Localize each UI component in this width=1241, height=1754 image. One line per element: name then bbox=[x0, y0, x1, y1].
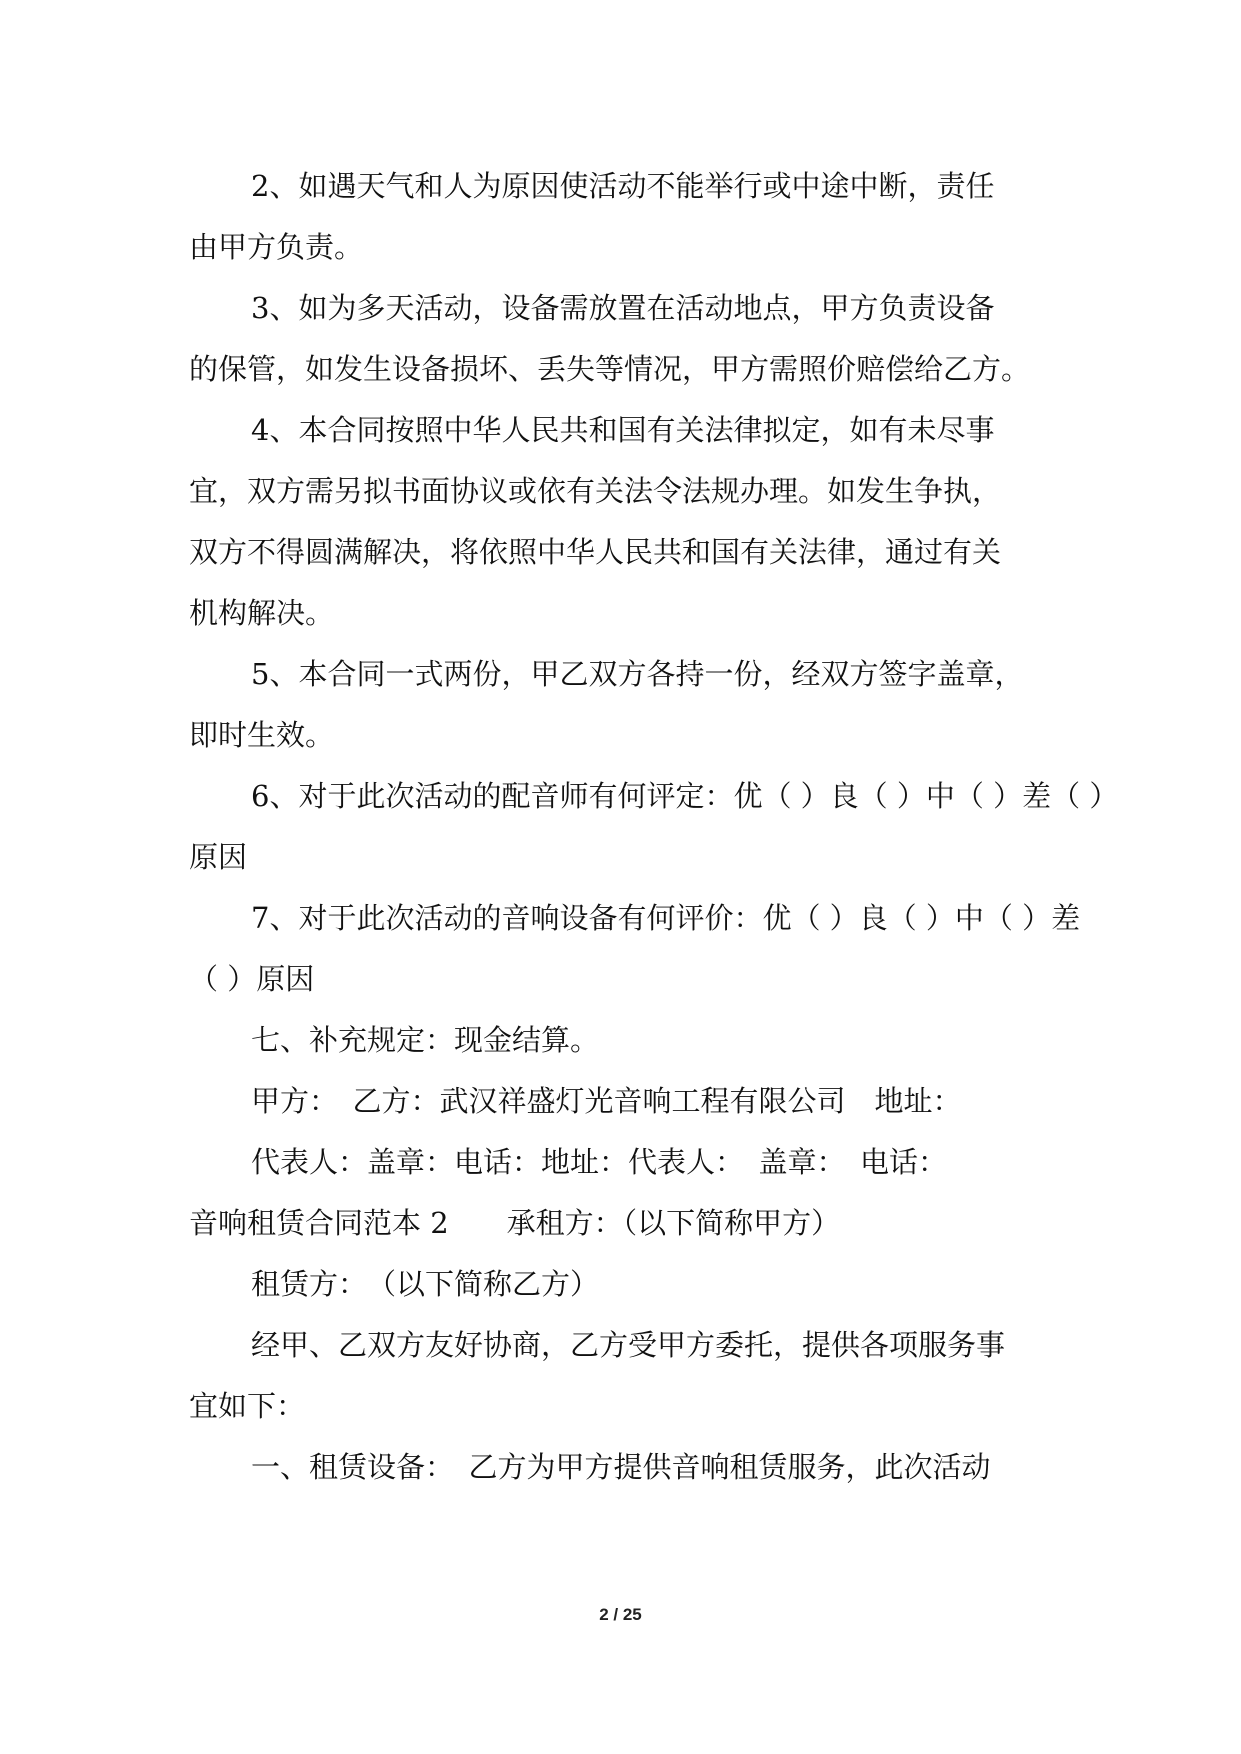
text-line: 原因 bbox=[189, 840, 248, 874]
text-line: 双方不得圆满解决，将依照中华人民共和国有关法律，通过有关 bbox=[189, 535, 1002, 569]
text-line: 3、如为多天活动，设备需放置在活动地点，甲方负责设备 bbox=[251, 291, 995, 325]
text-line: 租赁方： （以下简称乙方） bbox=[251, 1267, 600, 1301]
text-line: 一、租赁设备： 乙方为甲方提供音响租赁服务，此次活动 bbox=[251, 1450, 991, 1484]
document-body bbox=[189, 156, 1119, 1498]
text-line: 宜，双方需另拟书面协议或依有关法令法规办理。如发生争执， bbox=[189, 474, 1002, 508]
text-line: 代表人：盖章：电话：地址：代表人： 盖章： 电话： bbox=[251, 1145, 948, 1179]
text-line: 经甲、乙双方友好协商，乙方受甲方委托，提供各项服务事 bbox=[251, 1328, 1006, 1362]
text-line: 由甲方负责。 bbox=[189, 230, 364, 264]
text-line: 5、本合同一式两份，甲乙双方各持一份，经双方签字盖章， bbox=[251, 657, 1024, 691]
text-line: 即时生效。 bbox=[189, 718, 335, 752]
text-line: （ ）原因 bbox=[189, 962, 315, 996]
text-line: 2、如遇天气和人为原因使活动不能举行或中途中断，责任 bbox=[251, 169, 995, 203]
text-line: 宜如下： bbox=[189, 1389, 306, 1423]
text-line: 机构解决。 bbox=[189, 596, 335, 630]
text-line: 七、补充规定：现金结算。 bbox=[251, 1023, 600, 1057]
page-number: 2 / 25 bbox=[599, 1605, 642, 1624]
text-line: 甲方： 乙方：武汉祥盛灯光音响工程有限公司 地址： bbox=[251, 1084, 962, 1118]
text-line: 的保管，如发生设备损坏、丢失等情况，甲方需照价赔偿给乙方。 bbox=[189, 352, 1031, 386]
text-line: 4、本合同按照中华人民共和国有关法律拟定，如有未尽事 bbox=[251, 413, 995, 447]
text-line: 6、对于此次活动的配音师有何评定：优（ ）良（ ）中（ ）差（ ） bbox=[251, 779, 1119, 813]
text-line: 7、对于此次活动的音响设备有何评价：优（ ）良（ ）中（ ）差 bbox=[251, 901, 1081, 935]
text-line: 音响租赁合同范本 2 承租方：（以下简称甲方） bbox=[189, 1206, 841, 1240]
